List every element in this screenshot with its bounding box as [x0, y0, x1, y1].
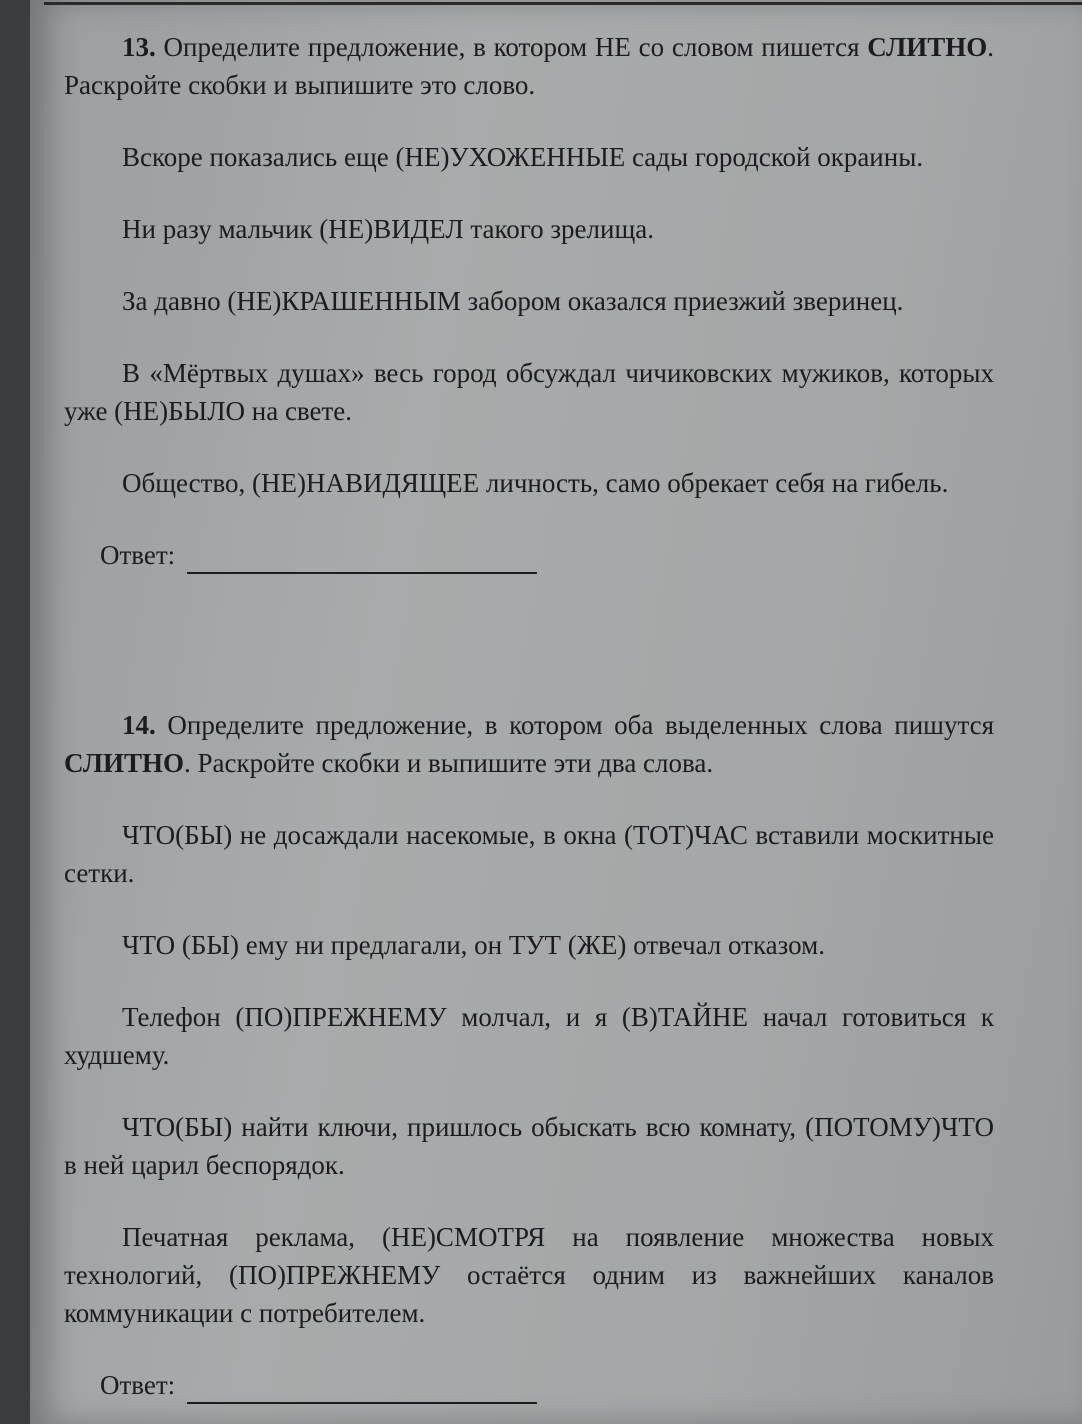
- q13-option-1: Вскоре показались еще (НЕ)УХОЖЕННЫЕ сады городской окраины.: [122, 142, 924, 172]
- question-13-prompt: [64, 28, 994, 104]
- question-14-number: 14.: [122, 710, 156, 740]
- q14-option-1: ЧТО(БЫ) не досаждали насекомые, в окна (ТОТ)ЧАС вставили москитные сетки.: [64, 820, 994, 888]
- question-13-number: 13.: [122, 32, 156, 62]
- question-13: [64, 28, 994, 574]
- question-14-instruction: . Раскройте скобки и выпишите эти два слова.: [183, 748, 714, 778]
- q13-option-5: Общество, (НЕ)НАВИДЯЩЕЕ личность, само обрекает себя на гибель.: [122, 468, 949, 498]
- q13-answer-label: Ответ:: [100, 540, 176, 570]
- q14-option-2: ЧТО (БЫ) ему ни предлагали, он ТУТ (ЖЕ) отвечал отказом.: [122, 930, 825, 960]
- q13-answer-field[interactable]: [187, 548, 537, 574]
- q13-option-4: В «Мёртвых душах» весь город обсуждал чичиковских мужиков, которых уже (НЕ)БЫЛО на свете.: [64, 358, 994, 426]
- q14-answer-row: [64, 1366, 994, 1404]
- question-13-emphasis: СЛИТНО: [867, 32, 988, 62]
- q14-option-5: Печатная реклама, (НЕ)СМОТРЯ на появление множества новых технологий, (ПО)ПРЕЖНЕМУ остаётся одним из важнейших каналов коммуникации с потребителем.: [64, 1222, 994, 1328]
- textbook-page: [30, 0, 1082, 1424]
- question-13-instruction: . Раскройте скобки и выпишите это слово.: [64, 32, 994, 100]
- q14-option-4: ЧТО(БЫ) найти ключи, пришлось обыскать всю комнату, (ПОТОМУ)ЧТО в ней царил беспорядок.: [64, 1112, 994, 1180]
- q14-answer-label: Ответ:: [100, 1370, 176, 1400]
- q14-answer-field[interactable]: [187, 1378, 537, 1404]
- question-13-text: Определите предложение, в котором НЕ со словом пишется: [155, 32, 868, 62]
- question-14-emphasis: СЛИТНО: [64, 748, 184, 778]
- question-14-text: Определите предложение, в котором оба выделенных слова пишутся: [155, 710, 994, 740]
- question-14: [64, 706, 994, 1404]
- q13-option-3: За давно (НЕ)КРАШЕННЫМ забором оказался приезжий зверинец.: [122, 286, 904, 316]
- top-border-line: [44, 2, 1082, 5]
- q13-answer-row: [64, 536, 994, 574]
- q13-option-2: Ни разу мальчик (НЕ)ВИДЕЛ такого зрелища.: [122, 214, 654, 244]
- q14-option-3: Телефон (ПО)ПРЕЖНЕМУ молчал, и я (В)ТАЙНЕ начал готовиться к худшему.: [64, 1002, 994, 1070]
- question-14-prompt: [64, 706, 994, 782]
